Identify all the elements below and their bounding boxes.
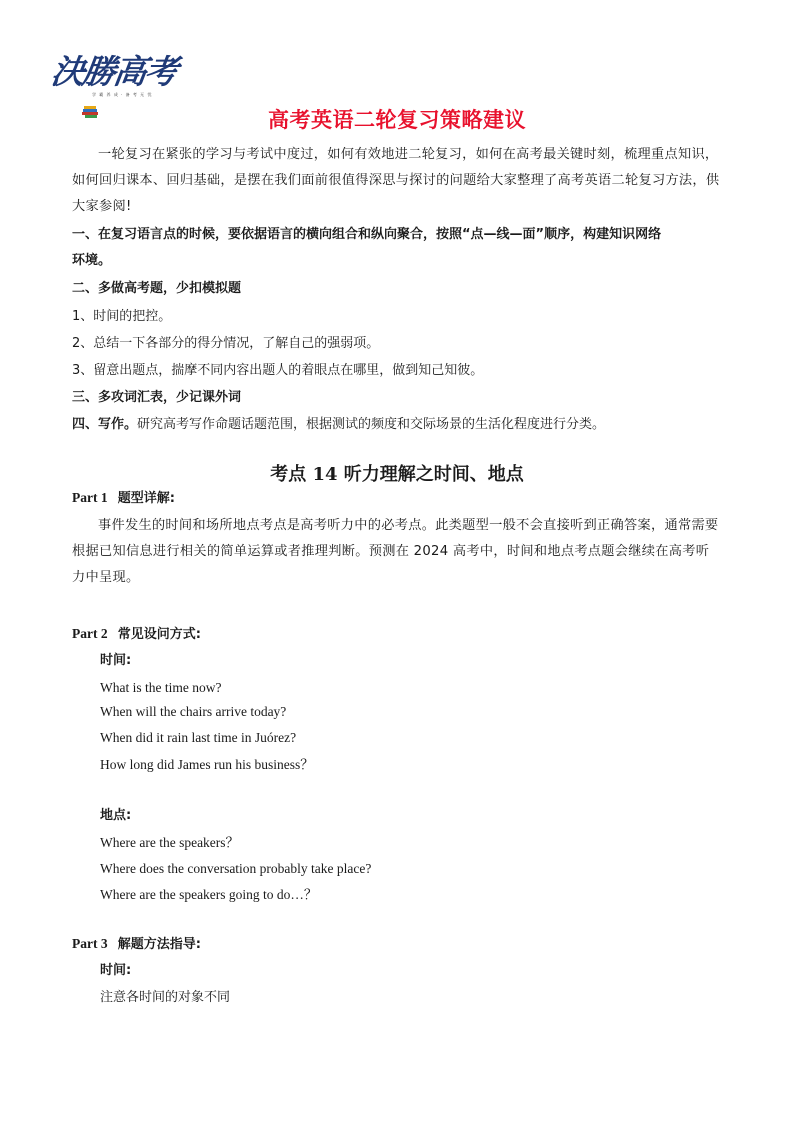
question-item: How long did James run his business？ (100, 757, 314, 772)
part3-title: 解题方法指导: (117, 937, 201, 952)
strategy-item: 环境。 (72, 253, 112, 268)
strategy-item: 2、总结一下各部分的得分情况，了解自己的强弱项。 (72, 336, 380, 351)
strategy-item: 一、在复习语言点的时候，要依据语言的横向组合和纵向聚合，按照“点—线—面”顺序，构建知识网络 (72, 227, 662, 242)
writing-label: 四、写作。 (72, 417, 138, 432)
part2-label: Part 2 (72, 626, 108, 641)
section-title: 考点 14 听力理解之时间、地点 (270, 464, 524, 485)
part3-note: 注意各时间的对象不同 (100, 990, 231, 1005)
logo-subtitle: 学 霸 养 成 · 备 考 无 忧 (92, 92, 153, 97)
part1-body: 事件发生的时间和场所地点考点是高考听力中的必考点。此类题型一般不会直接听到正确答案，通常需要根据已知信息进行相关的简单运算或者推理判断。预测在 2024 高考中，时间和地点考点题会继续在高考听力中呈现。 (72, 518, 719, 585)
document-title: 高考英语二轮复习策略建议 (268, 108, 526, 132)
part1-label: Part 1 (72, 490, 108, 505)
question-item: When did it rain last time in Juórez? (100, 730, 297, 745)
part3-label: Part 3 (72, 936, 108, 951)
question-item: What is the time now? (100, 680, 222, 695)
intro-paragraph: 一轮复习在紧张的学习与考试中度过，如何有效地进二轮复习，如何在高考最关键时刻，梳理重点知识，如何回归课本、回归基础，是摆在我们面前很值得深思与探讨的问题给大家整理了高考英语二轮复习方法，供大家参阅! (72, 147, 720, 214)
part3-time-label: 时间: (100, 963, 132, 978)
strategy-item-writing (72, 413, 605, 437)
strategy-item: 二、多做高考题，少扣模拟题 (72, 281, 242, 296)
part2-title: 常见设问方式: (117, 627, 201, 642)
part2-heading (72, 622, 201, 647)
question-item: Where does the conversation probably take place? (100, 861, 372, 876)
place-label: 地点: (100, 808, 132, 823)
part1-heading (72, 486, 175, 511)
strategy-item: 1、时间的把控。 (72, 309, 172, 324)
time-label: 时间: (100, 653, 132, 668)
strategy-item: 3、留意出题点，揣摩不同内容出题人的着眼点在哪里，做到知己知彼。 (72, 363, 484, 378)
question-item: Where are the speakers going to do…？ (100, 887, 318, 902)
part3-heading (72, 932, 201, 957)
question-item: Where are the speakers？ (100, 835, 240, 850)
writing-text: 研究高考写作命题话题范围，根据测试的频度和交际场景的生活化程度进行分类。 (137, 417, 606, 432)
question-item: When will the chairs arrive today? (100, 704, 287, 719)
strategy-item: 三、多攻词汇表，少记课外词 (72, 390, 242, 405)
logo-text: 決勝高考 (48, 52, 179, 91)
part1-title: 题型详解: (117, 491, 175, 506)
